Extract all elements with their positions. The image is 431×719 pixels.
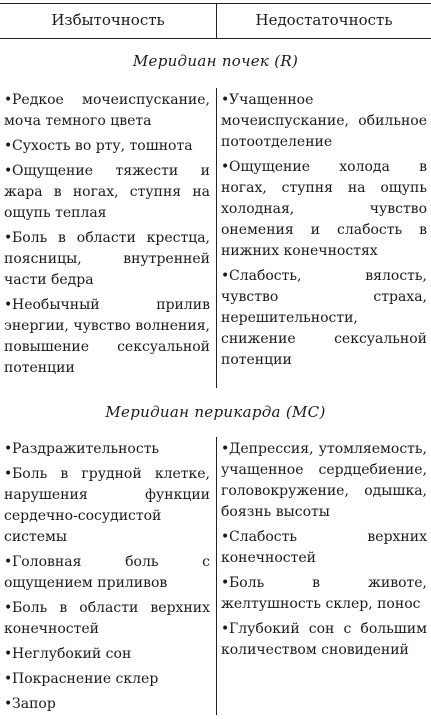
item-text: Боль в животе, желтушность склер, понос: [221, 575, 427, 612]
item-text: Сухость во рту, тошнота: [12, 138, 193, 154]
item-text: Депрессия, утомляемость, учащенное сердцебиение, головокружение, одышка, боязнь высоты: [221, 441, 427, 520]
bullet-marker: •: [4, 163, 13, 179]
list-item: [4, 90, 210, 132]
bullet-marker: •: [4, 646, 13, 662]
list-item: [221, 439, 427, 523]
item-text: Ощущение тяжести и жара в ногах, ступня на ощупь теплая: [4, 163, 210, 221]
header-deficiency: Недостаточность: [255, 11, 393, 29]
list-item: [221, 266, 427, 371]
item-text: Головная боль с ощущением приливов: [4, 554, 210, 591]
bullet-marker: •: [4, 696, 13, 712]
list-item: [4, 598, 210, 640]
item-text: Раздражительность: [12, 441, 160, 457]
bullet-marker: •: [221, 441, 230, 457]
list-item: [4, 228, 210, 291]
bullet-marker: •: [4, 466, 13, 482]
list-item: [221, 573, 427, 615]
item-text: Глубокий сон с большим количеством сновидений: [221, 621, 427, 658]
kidney-excess-list: [4, 90, 210, 383]
list-item: [221, 619, 427, 661]
bullet-marker: •: [4, 138, 13, 154]
list-item: [4, 694, 210, 715]
item-text: Слабость, вялость, чувство страха, нерешительности, снижение сексуальной потенции: [221, 268, 427, 368]
header-excess: Избыточность: [51, 11, 165, 29]
bullet-marker: •: [221, 529, 230, 545]
item-text: Покраснение склер: [12, 671, 159, 687]
item-text: Ощущение холода в ногах, ступня на ощупь холодная, чувство онемения и слабость в нижних конечностях: [221, 159, 427, 259]
list-item: [4, 161, 210, 224]
list-item: [4, 464, 210, 548]
kidney-deficiency-list: [221, 90, 427, 375]
bullet-marker: •: [4, 441, 13, 457]
list-item: [4, 295, 210, 379]
header-column-divider: [216, 3, 217, 38]
list-item: [4, 669, 210, 690]
list-item: [4, 439, 210, 460]
section-title-kidney: Меридиан почек (R): [132, 52, 299, 70]
item-text: Учащенное мочеиспускание, обильное потоотделение: [221, 92, 427, 150]
pericardium-excess-list: [4, 439, 210, 719]
bullet-marker: •: [221, 621, 230, 637]
item-text: Редкое мочеиспускание, моча темного цвета: [4, 92, 210, 129]
bullet-marker: •: [4, 230, 13, 246]
bullet-marker: •: [4, 92, 13, 108]
list-item: [221, 90, 427, 153]
section-title-pericardium: Меридиан перикарда (MC): [105, 403, 326, 421]
bullet-marker: •: [221, 268, 230, 284]
item-text: Необычный прилив энергии, чувство волнения, повышение сексуальной потенции: [4, 297, 210, 376]
bullet-marker: •: [4, 554, 13, 570]
header-bottom-rule: [0, 38, 431, 39]
list-item: [4, 552, 210, 594]
item-text: Слабость верхних конечностей: [221, 529, 427, 566]
bullet-marker: •: [4, 297, 13, 313]
bullet-marker: •: [4, 671, 13, 687]
bullet-marker: •: [221, 92, 230, 108]
item-text: Боль в области крестца, поясницы, внутренней части бедра: [4, 230, 210, 288]
list-item: [221, 157, 427, 262]
kidney-column-divider: [216, 88, 217, 388]
list-item: [4, 644, 210, 665]
bullet-marker: •: [221, 159, 230, 175]
list-item: [221, 527, 427, 569]
item-text: Боль в области верхних конечностей: [4, 600, 210, 637]
item-text: Неглубокий сон: [12, 646, 132, 662]
bullet-marker: •: [221, 575, 230, 591]
bullet-marker: •: [4, 600, 13, 616]
item-text: Запор: [12, 696, 56, 712]
list-item: [4, 136, 210, 157]
pericardium-deficiency-list: [221, 439, 427, 665]
pericardium-column-divider: [216, 437, 217, 715]
item-text: Боль в грудной клетке, нарушения функции сердечно-сосудистой системы: [4, 466, 210, 545]
